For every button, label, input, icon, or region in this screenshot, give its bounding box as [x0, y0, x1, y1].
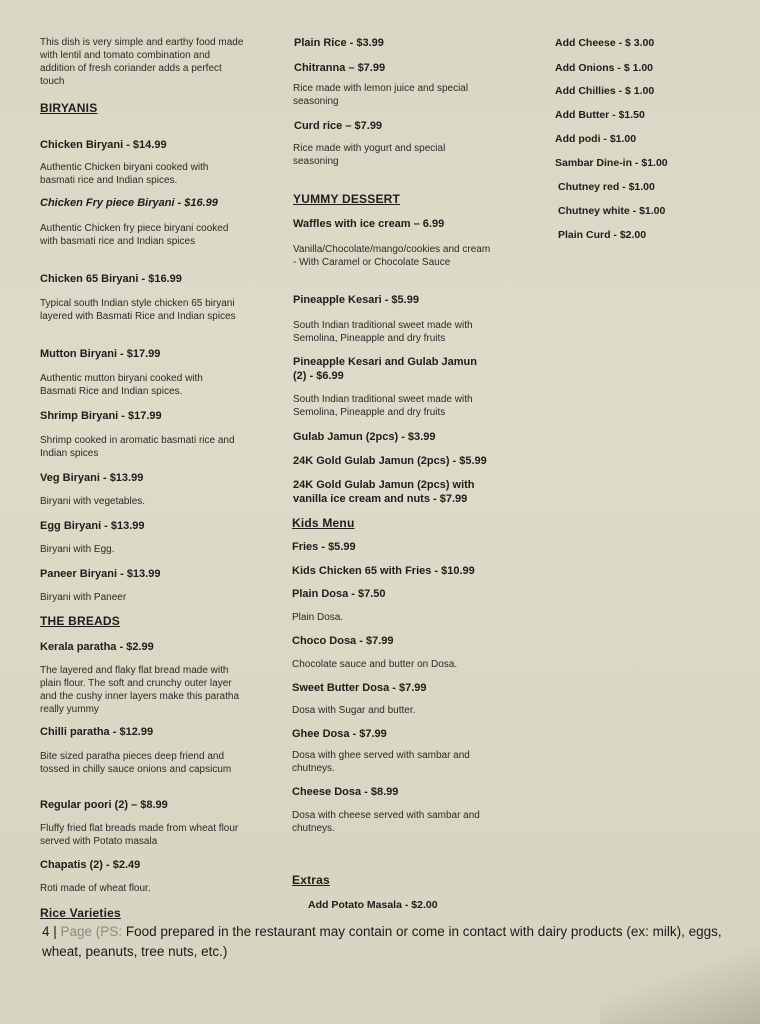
- extras-item: Plain Curd - $2.00: [558, 229, 647, 241]
- menu-item-description: The layered and flaky flat bread made with plain flour. The soft and crunchy outer layer and the cushy inner layers make this paratha really yummy: [40, 665, 239, 715]
- extras-item: Add podi - $1.00: [555, 133, 637, 145]
- menu-item-name: Egg Biryani - $13.99: [40, 520, 145, 532]
- menu-item-description: Rice made with yogurt and special seasoning: [293, 143, 446, 167]
- menu-item-name: Choco Dosa - $7.99: [292, 635, 394, 647]
- menu-item-description: Biryani with Egg.: [40, 544, 115, 555]
- allergen-notice: Food prepared in the restaurant may contain or come in contact with dairy products (ex: milk), eggs, wheat, peanuts, tree nuts, etc.): [42, 924, 722, 959]
- menu-item-name: Gulab Jamun (2pcs) - $3.99: [293, 431, 436, 443]
- extras-item: Add Butter - $1.50: [555, 109, 645, 121]
- biryanis-heading: BIRYANIS: [40, 101, 98, 115]
- menu-item-description: Biryani with vegetables.: [40, 496, 146, 507]
- page-number: 4 |: [42, 924, 57, 939]
- menu-item-name: Cheese Dosa - $8.99: [292, 786, 399, 798]
- menu-item-name: Plain Rice - $3.99: [294, 37, 384, 49]
- extras-item: Add Chillies - $ 1.00: [555, 85, 655, 97]
- menu-item-description: Fluffy fried flat breads made from wheat flour served with Potato masala: [40, 823, 239, 847]
- menu-item-description: Roti made of wheat flour.: [40, 883, 151, 894]
- menu-item-description: Dosa with ghee served with sambar and chutneys.: [292, 750, 470, 774]
- menu-item-name: Fries - $5.99: [292, 541, 356, 553]
- menu-item-name: Chicken Biryani - $14.99: [40, 139, 167, 151]
- menu-item-description: Plain Dosa.: [292, 612, 344, 623]
- extras-item: Add Potato Masala - $2.00: [308, 899, 438, 911]
- menu-item-description: Authentic Chicken biryani cooked with basmati rice and Indian spices.: [40, 162, 209, 186]
- menu-item-name: Chitranna – $7.99: [294, 62, 386, 74]
- menu-item-name: Sweet Butter Dosa - $7.99: [292, 682, 427, 694]
- menu-item-name: Pineapple Kesari - $5.99: [293, 294, 419, 306]
- menu-item-description: Bite sized paratha pieces deep friend and tossed in chilly sauce onions and capsicum: [40, 751, 232, 775]
- menu-item-name: 24K Gold Gulab Jamun (2pcs) - $5.99: [293, 455, 487, 467]
- rice-varieties-heading: Rice Varieties: [40, 906, 121, 920]
- menu-item-name: Curd rice – $7.99: [294, 120, 383, 132]
- menu-item-name: Waffles with ice cream – 6.99: [293, 218, 445, 230]
- menu-item-name: Kids Chicken 65 with Fries - $10.99: [292, 565, 475, 577]
- extras-item: Chutney white - $1.00: [558, 205, 666, 217]
- menu-item-name: Pineapple Kesari and Gulab Jamun (2) - $6.99: [293, 356, 477, 382]
- page-label: Page (PS:: [60, 924, 123, 939]
- menu-item-description: Dosa with Sugar and butter.: [292, 705, 416, 716]
- breads-heading: THE BREADS: [40, 614, 121, 628]
- menu-item-name: Kerala paratha - $2.99: [40, 641, 154, 653]
- extras-item: Sambar Dine-in - $1.00: [555, 157, 668, 169]
- menu-item-name: Chicken Fry piece Biryani - $16.99: [40, 197, 218, 209]
- menu-item-name: Mutton Biryani - $17.99: [40, 348, 161, 360]
- extras-item: Add Cheese - $ 3.00: [555, 37, 655, 49]
- extras-item: Add Onions - $ 1.00: [555, 62, 654, 74]
- menu-item-name: Shrimp Biryani - $17.99: [40, 410, 162, 422]
- menu-item-description: Rice made with lemon juice and special seasoning: [293, 83, 469, 107]
- menu-item-description: Vanilla/Chocolate/mango/cookies and cream - With Caramel or Chocolate Sauce: [293, 244, 491, 268]
- menu-item-description: South Indian traditional sweet made with Semolina, Pineapple and dry fruits: [293, 320, 473, 344]
- menu-item-name: Chilli paratha - $12.99: [40, 726, 154, 738]
- menu-item-description: Chocolate sauce and butter on Dosa.: [292, 659, 458, 670]
- menu-item-name: 24K Gold Gulab Jamun (2pcs) with vanilla ice cream and nuts - $7.99: [293, 479, 475, 505]
- kids-menu-heading: Kids Menu: [292, 516, 355, 530]
- menu-item-name: Veg Biryani - $13.99: [40, 472, 144, 484]
- menu-item-name: Paneer Biryani - $13.99: [40, 568, 161, 580]
- menu-item-description: Authentic Chicken fry piece biryani cooked with basmati rice and Indian spices: [40, 223, 229, 247]
- menu-item-name: Chapatis (2) - $2.49: [40, 859, 141, 871]
- menu-item-description: Authentic mutton biryani cooked with Basmati Rice and Indian spices.: [40, 373, 203, 397]
- menu-item-description: Typical south Indian style chicken 65 biryani layered with Basmati Rice and Indian spices: [40, 298, 236, 322]
- dessert-heading: YUMMY DESSERT: [293, 192, 401, 206]
- menu-item-name: Ghee Dosa - $7.99: [292, 728, 387, 740]
- menu-item-description: Biryani with Paneer: [40, 592, 127, 603]
- paper-curl-shadow: [600, 944, 760, 1024]
- menu-item-description: Shrimp cooked in aromatic basmati rice and Indian spices: [40, 435, 235, 459]
- intro-description: This dish is very simple and earthy food made with lentil and tomato combination and addition of fresh coriander adds a perfect touch: [40, 37, 244, 87]
- menu-item-name: Chicken 65 Biryani - $16.99: [40, 273, 182, 285]
- menu-item-description: South Indian traditional sweet made with Semolina, Pineapple and dry fruits: [293, 394, 473, 418]
- menu-item-description: Dosa with cheese served with sambar and chutneys.: [292, 810, 480, 834]
- menu-item-name: Regular poori (2) – $8.99: [40, 799, 168, 811]
- extras-item: Chutney red - $1.00: [558, 181, 655, 193]
- menu-item-name: Plain Dosa - $7.50: [292, 588, 386, 600]
- extras-heading: Extras: [292, 873, 330, 887]
